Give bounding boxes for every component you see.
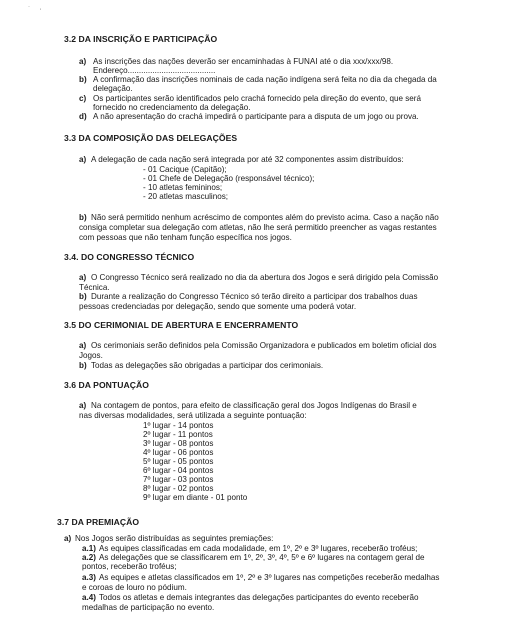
item-text: pontos, receberão troféus; xyxy=(82,562,177,571)
item-label: c) xyxy=(79,94,87,103)
item-text: Todas as delegações são obrigadas a participar dos cerimoniais. xyxy=(91,361,324,370)
item-label: a.4) xyxy=(82,593,96,602)
item-label: b) xyxy=(79,361,87,370)
score-row: 5º lugar - 05 pontos xyxy=(143,457,214,466)
item-text: A delegação de cada nação será integrada por até 32 componentes assim distribuídos: xyxy=(91,155,404,164)
item-label: d) xyxy=(79,112,87,121)
item-text: As delegações que se classificarem em 1º, 2º, 3º, 4º, 5º e 6º lugares na contagem geral de xyxy=(99,553,425,562)
score-row: 6º lugar - 04 pontos xyxy=(143,466,214,475)
score-row: 3º lugar - 08 pontos xyxy=(143,439,214,448)
item-text: com pessoas que não tenham função específica nos jogos. xyxy=(79,233,292,242)
item-label: a.1) xyxy=(82,544,96,553)
item-text: As equipes e atletas classificados em 1º, 2º e 3º lugares nas competições receberão medalhas xyxy=(99,573,440,582)
item-text: Todos os atletas e demais integrantes das delegações participantes do evento receberão xyxy=(99,593,419,602)
score-row: 1º lugar - 14 pontos xyxy=(143,421,214,430)
item-label: a.2) xyxy=(82,553,96,562)
item-label: a) xyxy=(79,155,87,164)
item-text: Na contagem de pontos, para efeito de classificação geral dos Jogos Indígenas do Brasil e xyxy=(91,401,417,410)
scan-mark: ' xyxy=(40,9,42,15)
list-item: - 10 atletas femininos; xyxy=(143,183,223,192)
section-title-3-2: 3.2 DA INSCRIÇÃO E PARTICIPAÇÃO xyxy=(64,34,218,44)
item-text: Endereço....................................... xyxy=(93,66,216,75)
item-text: pessoas credenciadas por delegação, sendo que somente uma poderá votar. xyxy=(79,302,357,311)
item-text: Técnica. xyxy=(79,283,110,292)
item-text: Não será permitido nenhum acréscimo de compontes além do previsto acima. Caso a nação não xyxy=(91,213,439,222)
item-text: Os cerimoniais serão definidos pela Comissão Organizadora e publicados em boletim oficial dos xyxy=(91,341,437,350)
score-row: 8º lugar - 02 pontos xyxy=(143,484,214,493)
item-text: O Congresso Técnico será realizado no dia da abertura dos Jogos e será dirigido pela Comissão xyxy=(91,273,439,282)
section-title-3-3: 3.3 DA COMPOSIÇÃO DAS DELEGAÇÕES xyxy=(64,133,238,143)
score-row: 4º lugar - 06 pontos xyxy=(143,448,214,457)
scan-mark: · xyxy=(28,4,30,10)
score-row: 2º lugar - 11 pontos xyxy=(143,430,213,439)
section-title-3-4: 3.4. DO CONGRESSO TÉCNICO xyxy=(64,252,195,262)
item-text: delegação. xyxy=(93,84,133,93)
item-text: medalhas de participação no evento. xyxy=(82,603,215,612)
section-title-3-5: 3.5 DO CERIMONIAL DE ABERTURA E ENCERRAMENTO xyxy=(64,320,299,330)
item-text: Jogos. xyxy=(79,351,103,360)
item-text: Durante a realização do Congresso Técnico só terão direito a participar dos trabalhos duas xyxy=(91,292,418,301)
item-text: A confirmação das inscrições nominais de cada nação indígena será feita no dia da chegada da xyxy=(93,75,437,84)
list-item: - 01 Chefe de Delegação (responsável técnico); xyxy=(143,174,315,183)
score-row: 7º lugar - 03 pontos xyxy=(143,475,214,484)
item-label: a) xyxy=(79,341,87,350)
list-item: - 01 Cacique (Capitão); xyxy=(143,165,227,174)
item-label: a) xyxy=(79,57,87,66)
item-text: e coroas de louro no pódium. xyxy=(82,583,187,592)
item-text: nas diversas modalidades, será utilizada a seguinte pontuação: xyxy=(79,411,307,420)
item-label: b) xyxy=(79,292,87,301)
item-label: a.3) xyxy=(82,573,96,582)
item-text: fornecido no credenciamento da delegação. xyxy=(93,103,251,112)
list-item: - 20 atletas masculinos; xyxy=(143,192,229,201)
item-label: b) xyxy=(79,213,87,222)
item-label: a) xyxy=(64,534,72,543)
item-text: consiga completar sua delegação com atletas, não lhe será permitido preencher as vagas restantes xyxy=(79,223,437,232)
item-text: As inscrições das nações deverão ser encaminhadas à FUNAI até o dia xxx/xxx/98. xyxy=(93,57,394,66)
item-text: A não apresentação do crachá impedirá o participante para a disputa de um jogo ou prova. xyxy=(93,112,419,121)
item-label: b) xyxy=(79,75,87,84)
score-row: 9º lugar em diante - 01 ponto xyxy=(143,493,248,502)
section-title-3-7: 3.7 DA PREMIAÇÃO xyxy=(57,517,140,527)
item-label: a) xyxy=(79,273,87,282)
item-text: Os participantes serão identificados pelo crachá fornecido pela direção do evento, que será xyxy=(93,94,421,103)
item-text: As equipes classificadas em cada modalidade, em 1º, 2º e 3º lugares, receberão troféus; xyxy=(99,544,418,553)
section-title-3-6: 3.6 DA PONTUAÇÃO xyxy=(64,380,149,390)
item-text: Nos Jogos serão distribuídas as seguintes premiações: xyxy=(75,534,274,543)
item-label: a) xyxy=(79,401,87,410)
